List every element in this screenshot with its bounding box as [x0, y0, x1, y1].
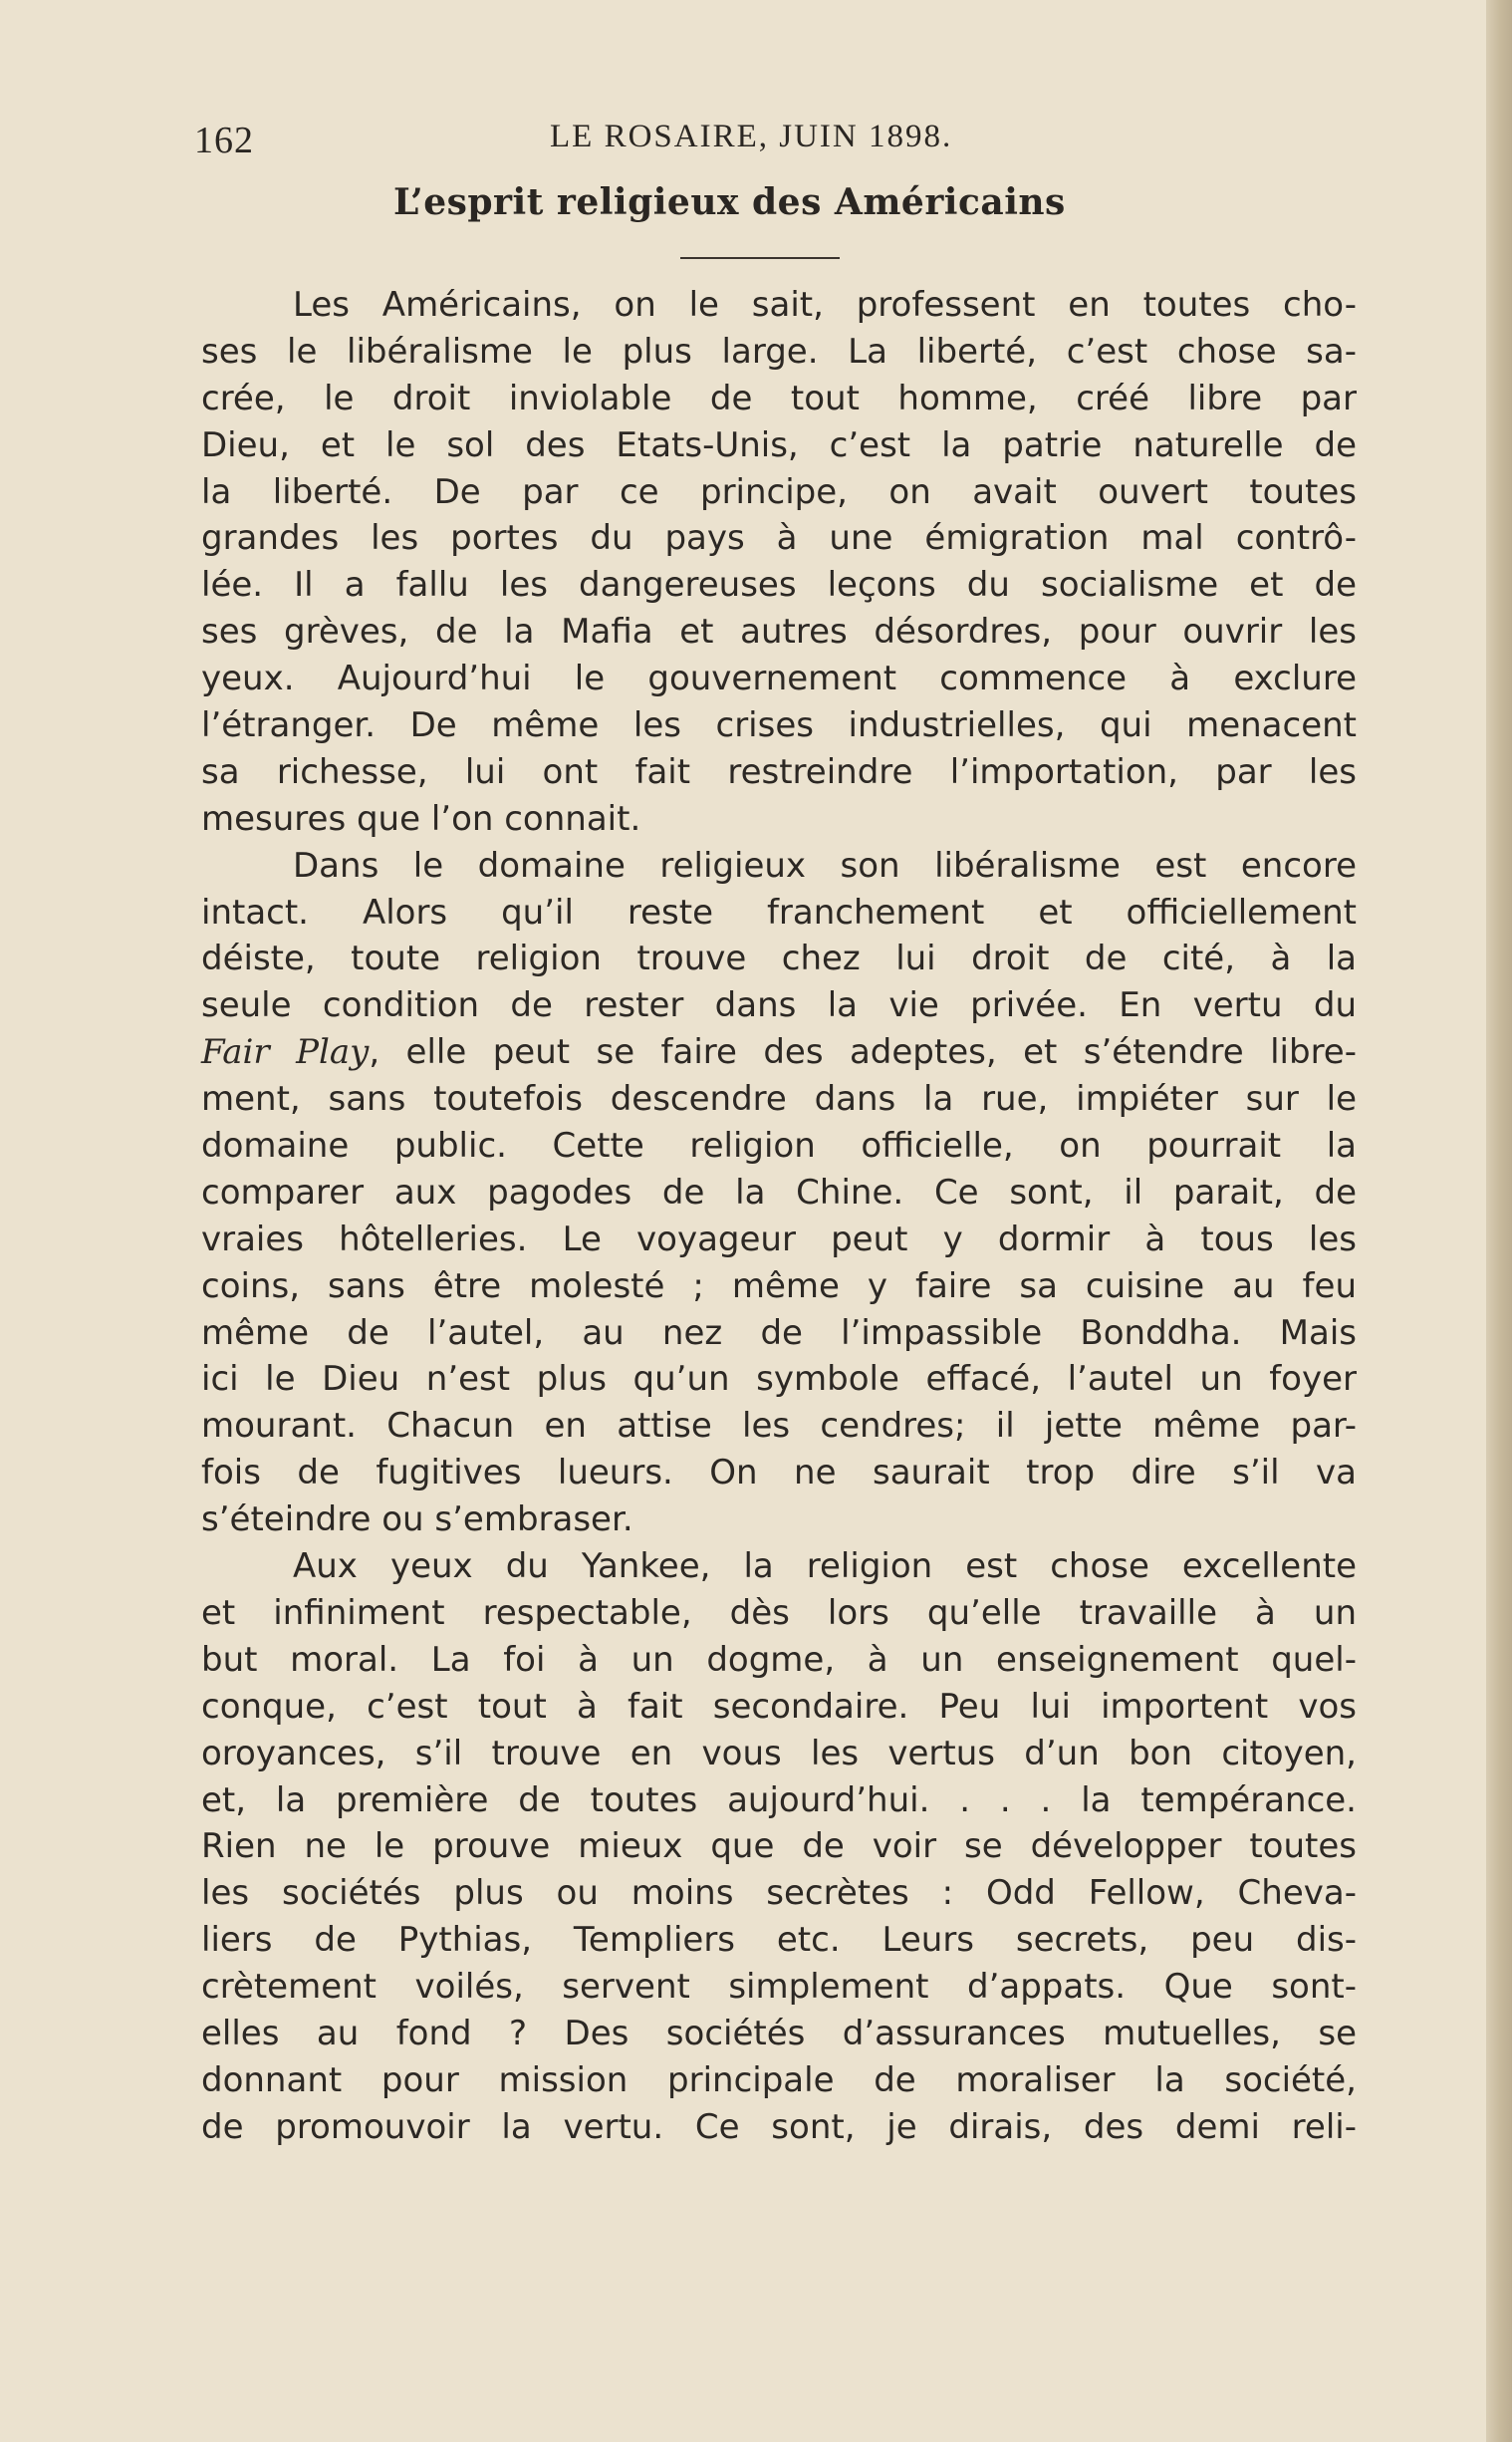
- text-line: et, la première de toutes aujourd’hui. . . . la tempérance.: [201, 1779, 1357, 1820]
- text-line: mourant. Chacun en attise les cendres; il jette même par-: [201, 1406, 1357, 1447]
- text-line: Les Américains, on le sait, professent en toutes cho-: [293, 285, 1357, 325]
- text-line: la liberté. De par ce principe, on avait ouvert toutes: [201, 471, 1357, 512]
- text-line: domaine public. Cette religion officielle, on pourrait la: [201, 1126, 1357, 1167]
- text-line: de promouvoir la vertu. Ce sont, je dirais, des demi reli-: [201, 2106, 1357, 2147]
- text-line: l’étranger. De même les crises industrielles, qui menacent: [201, 705, 1357, 746]
- running-head: LE ROSAIRE, JUIN 1898.: [550, 119, 953, 154]
- text-line: et infiniment respectable, dès lors qu’elle travaille à un: [201, 1592, 1357, 1633]
- text-line: Dans le domaine religieux son libéralisme est encore: [293, 845, 1357, 886]
- text-line: même de l’autel, au nez de l’impassible Bonddha. Mais: [201, 1312, 1357, 1353]
- text-line: comparer aux pagodes de la Chine. Ce sont, il parait, de: [201, 1172, 1357, 1213]
- text-line: crée, le droit inviolable de tout homme, créé libre par: [201, 378, 1357, 418]
- text-line: yeux. Aujourd’hui le gouvernement commence à exclure: [201, 659, 1357, 699]
- text-line: ses grèves, de la Mafia et autres désordres, pour ouvrir les: [201, 612, 1357, 653]
- text-line: les sociétés plus ou moins secrètes : Odd Fellow, Cheva-: [201, 1873, 1357, 1914]
- text-line: liers de Pythias, Templiers etc. Leurs secrets, peu dis-: [201, 1920, 1357, 1961]
- text-line: Rien ne le prouve mieux que de voir se développer toutes: [201, 1826, 1357, 1867]
- page-header: [194, 115, 1021, 174]
- text-line: oroyances, s’il trouve en vous les vertus d’un bon citoyen,: [201, 1733, 1357, 1773]
- article-title: L’esprit religieux des Américains: [393, 181, 1066, 223]
- page-number: 162: [194, 120, 254, 161]
- text-line: crètement voilés, servent simplement d’appats. Que sont-: [201, 1967, 1357, 2008]
- text-line: Aux yeux du Yankee, la religion est chose excellente: [293, 1546, 1357, 1587]
- text-line: lée. Il a fallu les dangereuses leçons du socialisme et de: [201, 565, 1357, 606]
- text-line: ment, sans toutefois descendre dans la rue, impiéter sur le: [201, 1079, 1357, 1120]
- text-line: s’éteindre ou s’embraser.: [201, 1499, 633, 1540]
- text-line: mesures que l’on connait.: [201, 798, 641, 839]
- text-line: but moral. La foi à un dogme, à un enseignement quel-: [201, 1639, 1357, 1680]
- text-line: donnant pour mission principale de moraliser la société,: [201, 2059, 1357, 2100]
- page-binding-edge: [1486, 0, 1512, 2442]
- text-line: ici le Dieu n’est plus qu’un symbole effacé, l’autel un foyer: [201, 1359, 1357, 1400]
- text-line: [201, 1029, 1357, 1076]
- text-line: sa richesse, lui ont fait restreindre l’importation, par les: [201, 751, 1357, 792]
- text-line: intact. Alors qu’il reste franchement et officiellement: [201, 892, 1357, 933]
- text-line: elles au fond ? Des sociétés d’assurances mutuelles, se: [201, 2013, 1357, 2053]
- article-body: [201, 282, 1357, 2151]
- text-line: fois de fugitives lueurs. On ne saurait trop dire s’il va: [201, 1453, 1357, 1493]
- text-line: ses le libéralisme le plus large. La liberté, c’est chose sa-: [201, 331, 1357, 372]
- text-line: seule condition de rester dans la vie privée. En vertu du: [201, 985, 1357, 1026]
- text-line: vraies hôtelleries. Le voyageur peut y dormir à tous les: [201, 1219, 1357, 1259]
- text-line: coins, sans être molesté ; même y faire sa cuisine au feu: [201, 1265, 1357, 1306]
- text-line: déiste, toute religion trouve chez lui droit de cité, à la: [201, 939, 1357, 979]
- title-rule: [680, 257, 840, 259]
- italic-phrase: Fair Play: [201, 1032, 370, 1073]
- text-line: Dieu, et le sol des Etats-Unis, c’est la patrie naturelle de: [201, 424, 1357, 465]
- text-fragment: , elle peut se faire des adeptes, et s’étendre libre-: [369, 1032, 1357, 1073]
- text-line: conque, c’est tout à fait secondaire. Peu lui importent vos: [201, 1686, 1357, 1727]
- text-line: grandes les portes du pays à une émigration mal contrô-: [201, 518, 1357, 559]
